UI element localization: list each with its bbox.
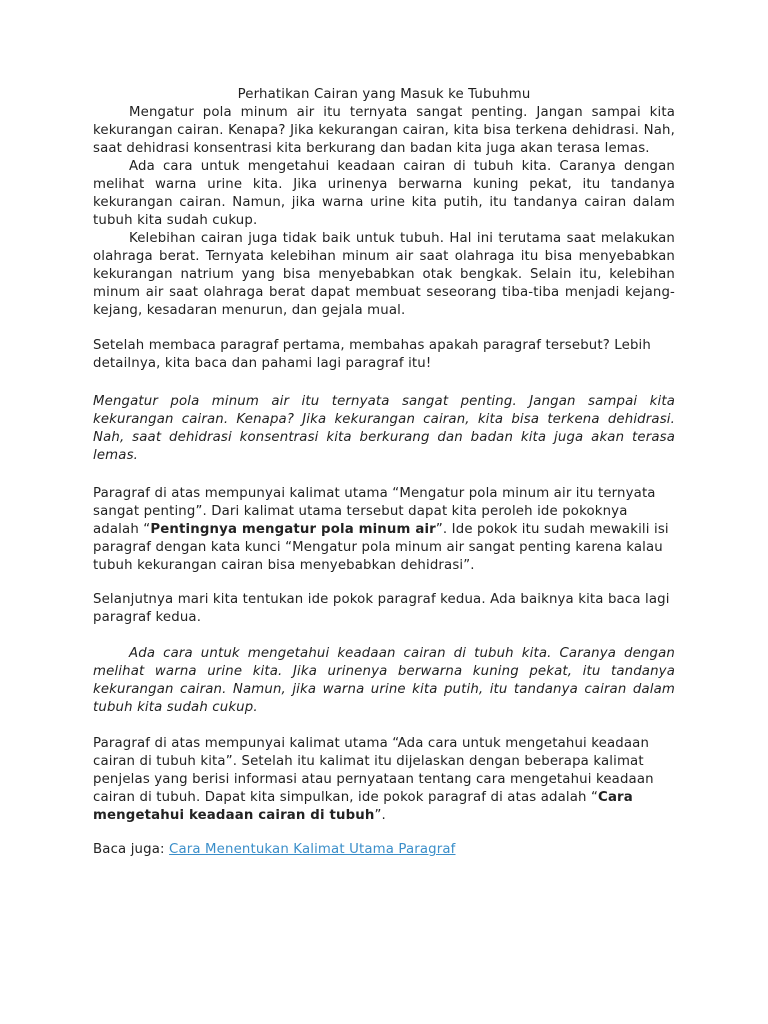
main-idea-1: Pentingnya mengatur pola minum air [150, 522, 436, 537]
quoted-paragraph-2: Ada cara untuk mengetahui keadaan cairan di tubuh kita. Caranya dengan melihat warna urine kita. Jika urinenya berwarna kuning pekat, itu tandanya kekurangan cairan. Namun, jika warna urine kita putih, itu tandanya cairan dalam tubuh kita sudah cukup. [93, 646, 675, 715]
analysis-1-text-after: ”. Ide pokok itu sudah mewakili isi paragraf dengan kata kunci “Mengatur pola minum air sangat penting karena kalau tubuh kekurangan cairan bisa menyebabkan dehidrasi”. [93, 522, 669, 573]
article-paragraph-3: Kelebihan cairan juga tidak baik untuk tubuh. Hal ini terutama saat melakukan olahraga berat. Ternyata kelebihan minum air saat olahraga itu bisa menyebabkan kekurangan natrium yang bisa menyebabkan otak bengkak. Selain itu, kelebihan minum air saat olahraga berat dapat membuat seseorang tiba-tiba menjadi kejang-kejang, kesadaran menurun, dan gejala mual. [93, 231, 675, 318]
see-also [93, 841, 675, 859]
analysis-2-text-before: Paragraf di atas mempunyai kalimat utama “Ada cara untuk mengetahui keadaan cairan di tubuh kita”. Setelah itu kalimat itu dijelaskan dengan beberapa kalimat penjelas yang berisi informasi atau pernyataan tentang cara mengetahui keadaan cairan di tubuh. Dapat kita simpulkan, ide pokok paragraf di atas adalah “ [93, 736, 654, 805]
discussion-intro: Setelah membaca paragraf pertama, membahas apakah paragraf tersebut? Lebih detailnya, kita baca dan pahami lagi paragraf itu! [93, 338, 651, 371]
article-paragraph-1: Mengatur pola minum air itu ternyata sangat penting. Jangan sampai kita kekurangan cairan. Kenapa? Jika kekurangan cairan, kita bisa terkena dehidrasi. Nah, saat dehidrasi konsentrasi kita berkurang dan badan kita juga akan terasa lemas. [93, 105, 675, 156]
main-idea-2: Cara mengetahui keadaan cairan di tubuh [93, 790, 633, 823]
analysis-2-text-after: ”. [374, 808, 386, 823]
analysis-paragraph-1 [93, 485, 675, 575]
next-step-paragraph: Selanjutnya mari kita tentukan ide pokok paragraf kedua. Ada baiknya kita baca lagi paragraf kedua. [93, 592, 670, 625]
document-page [93, 86, 675, 859]
see-also-link[interactable]: Cara Menentukan Kalimat Utama Paragraf [169, 842, 456, 857]
article-paragraph-2: Ada cara untuk mengetahui keadaan cairan di tubuh kita. Caranya dengan melihat warna urine kita. Jika urinenya berwarna kuning pekat, itu tandanya kekurangan cairan. Namun, jika warna urine kita putih, itu tandanya cairan dalam tubuh kita sudah cukup. [93, 159, 675, 228]
analysis-paragraph-2 [93, 735, 675, 825]
see-also-label: Baca juga: [93, 842, 170, 857]
article-title: Perhatikan Cairan yang Masuk ke Tubuhmu [237, 87, 531, 102]
analysis-1-text-before: Paragraf di atas mempunyai kalimat utama “Mengatur pola minum air itu ternyata sangat penting”. Dari kalimat utama tersebut dapat kita peroleh ide pokoknya adalah “ [93, 486, 656, 537]
quoted-paragraph-1: Mengatur pola minum air itu ternyata sangat penting. Jangan sampai kita kekurangan cairan. Kenapa? Jika kekurangan cairan, kita bisa terkena dehidrasi. Nah, saat dehidrasi konsentrasi kita berkurang dan badan kita juga akan terasa lemas. [93, 394, 675, 463]
